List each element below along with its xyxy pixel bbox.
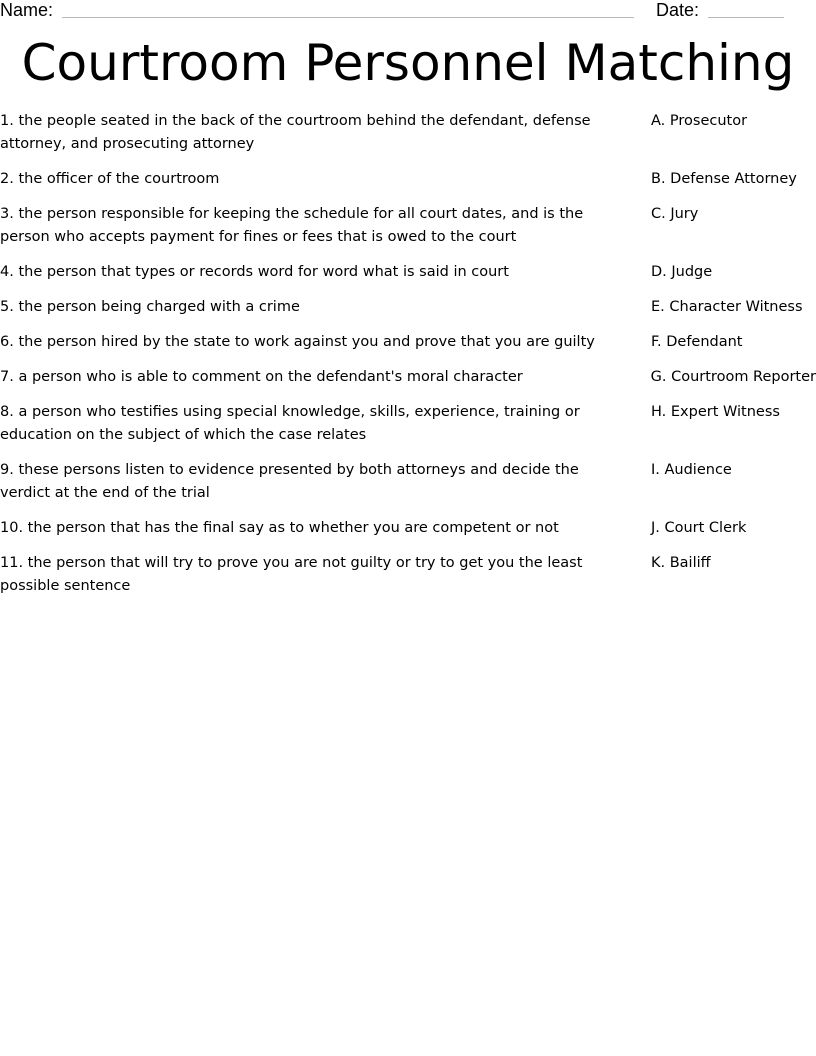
date-label: Date: xyxy=(656,0,700,20)
clue: 11. the person that will try to prove you are not guilty or try to get you the least possible sentence xyxy=(0,555,583,594)
matching-list xyxy=(0,110,816,610)
matching-row xyxy=(0,261,816,284)
answer-option: E. Character Witness xyxy=(651,299,803,315)
answer-option: A. Prosecutor xyxy=(651,113,748,129)
answer-option: D. Judge xyxy=(651,264,713,280)
answer-option: B. Defense Attorney xyxy=(651,171,797,187)
clue: 8. a person who testifies using special knowledge, skills, experience, training or education on the subject of which the case relates xyxy=(0,404,580,443)
clue: 10. the person that has the final say as to whether you are competent or not xyxy=(0,520,559,536)
name-label: Name: xyxy=(0,0,54,20)
answer-option: C. Jury xyxy=(651,206,699,222)
matching-row xyxy=(0,168,816,191)
clue: 6. the person hired by the state to work against you and prove that you are guilty xyxy=(0,334,595,350)
matching-row xyxy=(0,110,816,156)
matching-row xyxy=(0,296,816,319)
clue: 5. the person being charged with a crime xyxy=(0,299,300,315)
answer-option: H. Expert Witness xyxy=(651,404,780,420)
matching-row xyxy=(0,203,816,249)
answer-option: K. Bailiff xyxy=(651,555,711,571)
matching-row xyxy=(0,552,816,598)
name-line xyxy=(62,17,634,18)
answer-option: J. Court Clerk xyxy=(651,520,747,536)
clue: 4. the person that types or records word for word what is said in court xyxy=(0,264,509,280)
matching-row xyxy=(0,459,816,505)
matching-row xyxy=(0,401,816,447)
answer-option: I. Audience xyxy=(651,462,732,478)
answer-option: G. Courtroom Reporter xyxy=(650,369,816,385)
matching-row xyxy=(0,517,816,540)
clue: 1. the people seated in the back of the courtroom behind the defendant, defense attorney, and prosecuting attorney xyxy=(0,113,591,152)
answer-option: F. Defendant xyxy=(651,334,743,350)
clue: 7. a person who is able to comment on the defendant's moral character xyxy=(0,369,523,385)
clue: 9. these persons listen to evidence presented by both attorneys and decide the verdict at the end of the trial xyxy=(0,462,579,501)
date-line xyxy=(708,17,784,18)
clue: 3. the person responsible for keeping the schedule for all court dates, and is the person who accepts payment for fines or fees that is owed to the court xyxy=(0,206,584,245)
clue: 2. the officer of the courtroom xyxy=(0,171,220,187)
matching-row xyxy=(0,366,816,389)
header xyxy=(0,0,816,24)
matching-row xyxy=(0,331,816,354)
page-title: Courtroom Personnel Matching xyxy=(21,34,795,92)
